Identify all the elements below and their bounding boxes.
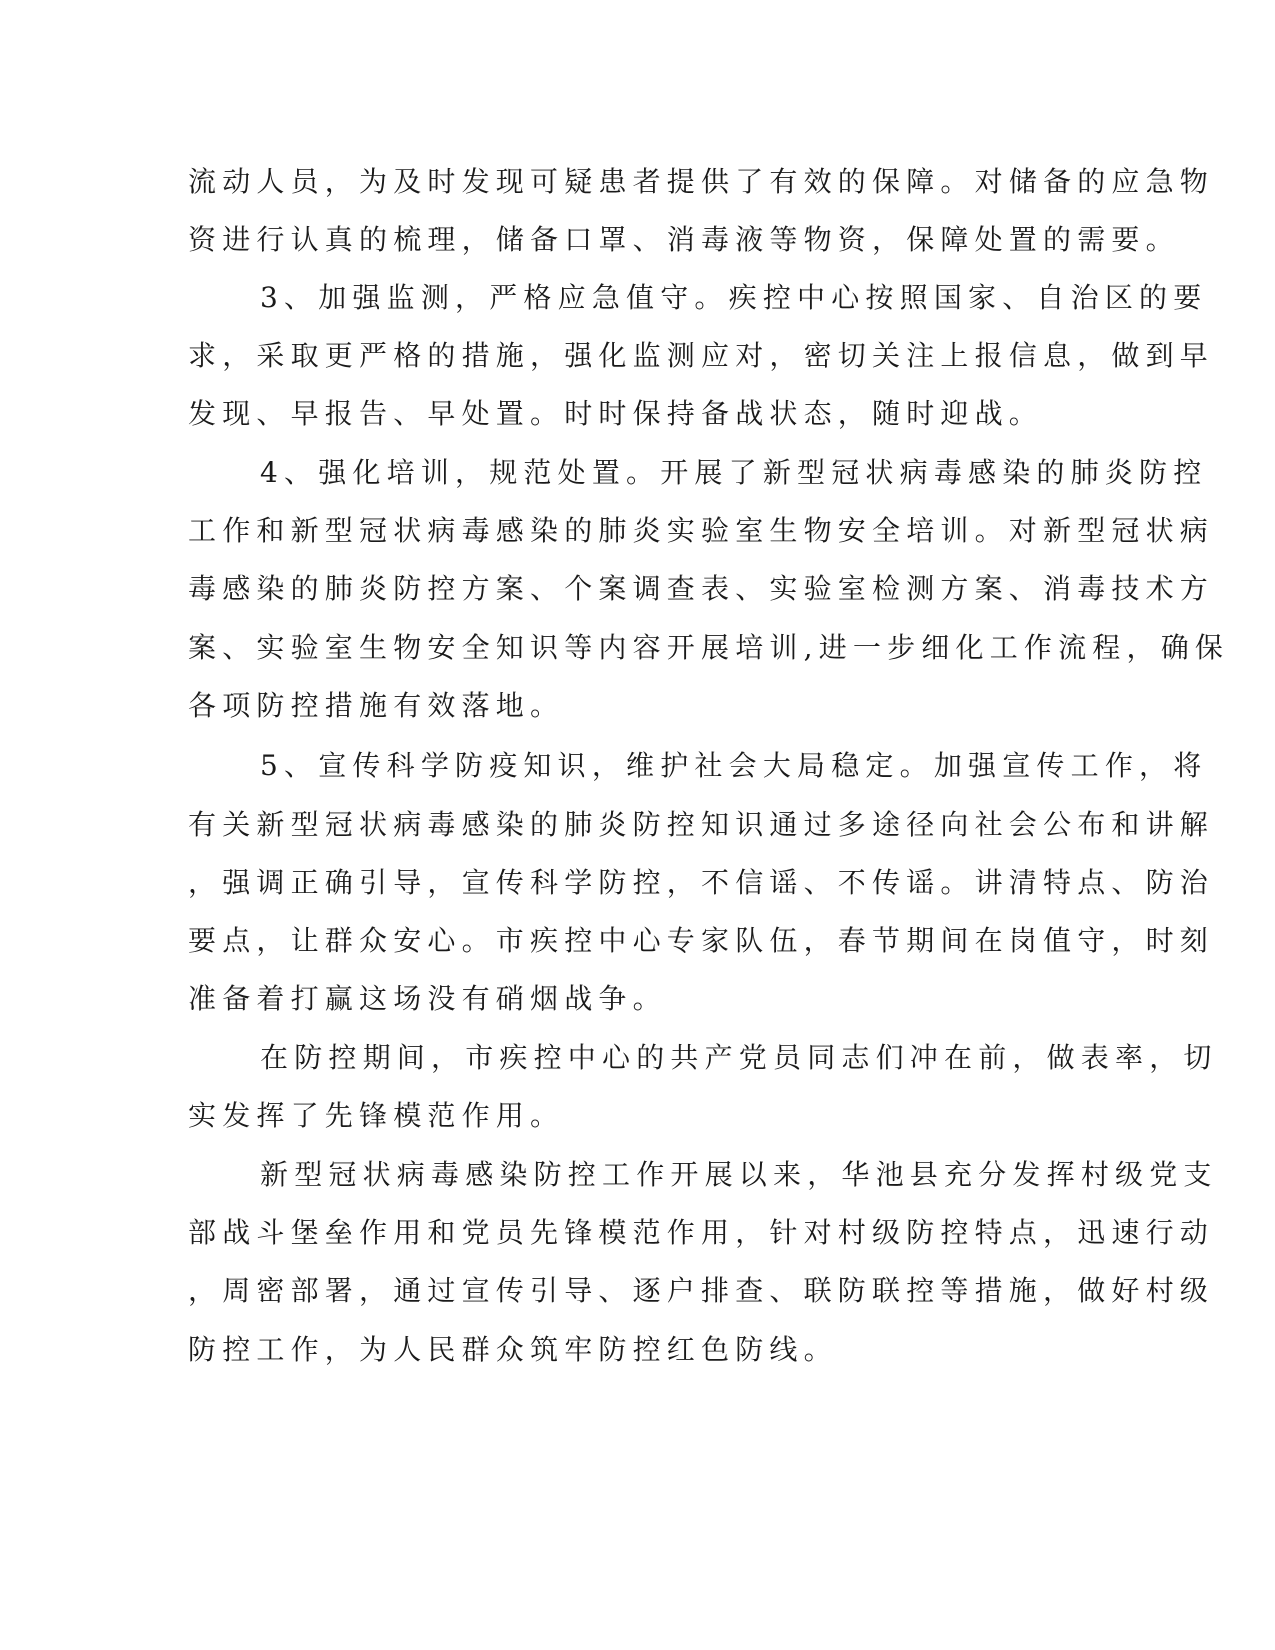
text-line: 流动人员，为及时发现可疑患者提供了有效的保障。对储备的应急物 <box>188 165 1215 198</box>
text-line: 案、实验室生物安全知识等内容开展培训,进一步细化工作流程，确保 <box>188 631 1230 664</box>
text-line: 发现、早报告、早处置。时时保持备战状态，随时迎战。 <box>188 397 1044 430</box>
text-line: ，周密部署，通过宣传引导、逐户排查、联防联控等措施，做好村级 <box>188 1274 1215 1307</box>
text-line: 新型冠状病毒感染防控工作开展以来，华池县充分发挥村级党支 <box>260 1158 1218 1191</box>
text-line: 部战斗堡垒作用和党员先锋模范作用，针对村级防控特点，迅速行动 <box>188 1216 1215 1249</box>
text-line: 各项防控措施有效落地。 <box>188 689 565 722</box>
text-line: 准备着打赢这场没有硝烟战争。 <box>188 982 667 1015</box>
text-line: 毒感染的肺炎防控方案、个案调查表、实验室检测方案、消毒技术方 <box>188 572 1215 605</box>
text-line: 求，采取更严格的措施，强化监测应对，密切关注上报信息，做到早 <box>188 339 1215 372</box>
text-line: 工作和新型冠状病毒感染的肺炎实验室生物安全培训。对新型冠状病 <box>188 514 1215 547</box>
text-line: 要点，让群众安心。市疾控中心专家队伍，春节期间在岗值守，时刻 <box>188 924 1215 957</box>
text-line: 有关新型冠状病毒感染的肺炎防控知识通过多途径向社会公布和讲解 <box>188 808 1215 841</box>
text-line: 在防控期间，市疾控中心的共产党员同志们冲在前，做表率，切 <box>260 1041 1218 1074</box>
text-line: 实发挥了先锋模范作用。 <box>188 1099 565 1132</box>
text-line: ，强调正确引导，宣传科学防控，不信谣、不传谣。讲清特点、防治 <box>188 866 1215 899</box>
text-line: 5、宣传科学防疫知识，维护社会大局稳定。加强宣传工作，将 <box>260 749 1208 782</box>
text-line: 防控工作，为人民群众筑牢防控红色防线。 <box>188 1333 838 1366</box>
text-line: 4、强化培训，规范处置。开展了新型冠状病毒感染的肺炎防控 <box>260 456 1208 489</box>
text-line: 资进行认真的梳理，储备口罩、消毒液等物资，保障处置的需要。 <box>188 223 1180 256</box>
text-line: 3、加强监测，严格应急值守。疾控中心按照国家、自治区的要 <box>260 281 1208 314</box>
